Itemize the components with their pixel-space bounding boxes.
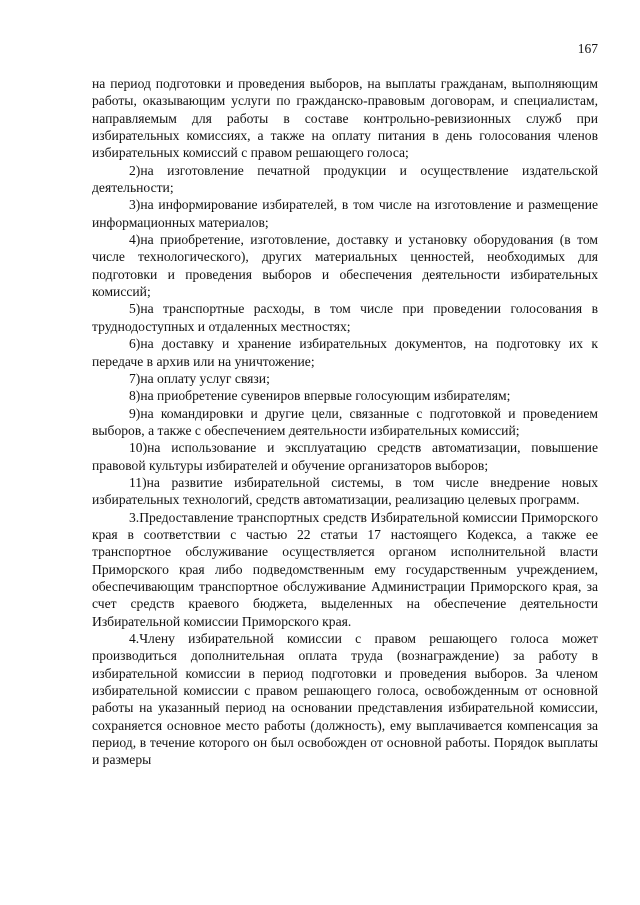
paragraph-continuation: на период подготовки и проведения выборов, на выплаты гражданам, выполняющим работы, оказывающим услуги по гражданско-правовым договорам, и специалистам, направляемым для работы в составе контрольно-ревизионных служб при избирательных комиссиях, а также на оплату питания в день голосования членов избирательных комиссий с правом решающего голоса;	[92, 76, 598, 161]
page-number: 167	[577, 41, 598, 56]
paragraph-item-4: 4)на приобретение, изготовление, доставку и установку оборудования (в том числе технологического), других материальных ценностей, необходимых для подготовки и проведения выборов и обеспечения деятельности избирательных комиссий;	[92, 232, 598, 300]
document-body	[92, 75, 598, 769]
paragraph-item-3: 3)на информирование избирателей, в том числе на изготовление и размещение информационных материалов;	[92, 197, 598, 230]
paragraph-part-3: 3.Предоставление транспортных средств Избирательной комиссии Приморского края в соответствии с частью 22 статьи 17 настоящего Кодекса, а также ее транспортное обслуживание осуществляется органом исполнительной власти Приморского края либо подведомственным ему государственным учреждением, обеспечивающим транспортное обслуживание Администрации Приморского края, за счет средств краевого бюджета, выделенных на обеспечение деятельности Избирательной комиссии Приморского края.	[92, 509, 598, 629]
paragraph-item-11: 11)на развитие избирательной системы, в том числе внедрение новых избирательных технологий, средств автоматизации, реализацию целевых программ.	[92, 474, 598, 508]
paragraph-item-9: 9)на командировки и другие цели, связанные с подготовкой и проведением выборов, а также с обеспечением деятельности избирательных комиссий;	[92, 405, 598, 438]
paragraph-item-5: 5)на транспортные расходы, в том числе при проведении голосования в труднодоступных и отдаленных местностях;	[92, 301, 598, 334]
paragraph-part-4: 4.Члену избирательной комиссии с правом решающего голоса может производиться дополнительная оплата труда (вознаграждение) за работу в избирательной комиссии в период подготовки и проведения выборов. За членом избирательной комиссии с правом решающего голоса, освобожденным от основной работы на указанный период на основании представления избирательной комиссии, сохраняется основное место работы (должность), ему выплачивается компенсация за период, в течение которого он был освобожден от основной работы. Порядок выплаты и размеры	[92, 631, 598, 768]
paragraph-item-7: 7)на оплату услуг связи;	[129, 370, 270, 386]
paragraph-item-8: 8)на приобретение сувениров впервые голосующим избирателям;	[129, 388, 511, 404]
paragraph-item-10: 10)на использование и эксплуатацию средств автоматизации, повышение правовой культуры избирателей и обучение организаторов выборов;	[92, 440, 598, 473]
paragraph-item-6: 6)на доставку и хранение избирательных документов, на подготовку их к передаче в архив или на уничтожение;	[92, 336, 598, 369]
paragraph-item-2: 2)на изготовление печатной продукции и осуществление издательской деятельности;	[92, 162, 598, 196]
